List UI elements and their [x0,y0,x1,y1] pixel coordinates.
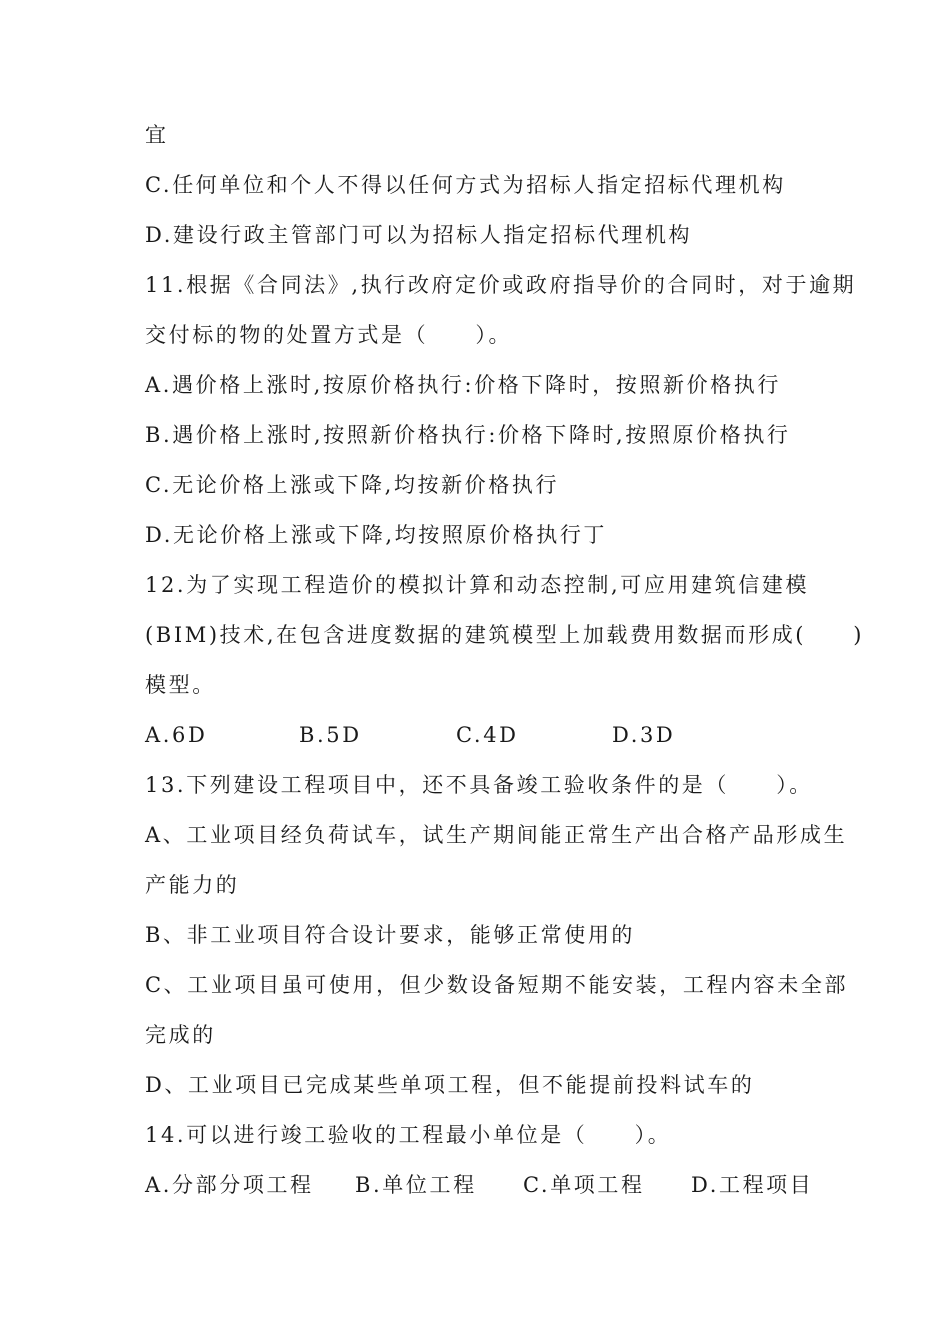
option-c: C.无论价格上涨或下降,均按新价格执行 [145,473,560,497]
question-11-text-cont: 交付标的物的处置方式是（ ）。 [145,323,513,347]
option-c: C.4D [456,723,519,747]
question-12-text: 12.为了实现工程造价的模拟计算和动态控制,可应用建筑信建模 [145,573,810,597]
option-a: A.分部分项工程 [145,1173,314,1197]
option-d: D.工程项目 [691,1173,814,1197]
option-c: C、工业项目虽可使用，但少数设备短期不能安装，工程内容未全部 [145,973,849,997]
question-14-options [145,1170,845,1200]
option-b: B.单位工程 [355,1173,477,1197]
question-12-text-end: 模型。 [145,673,216,697]
option-a: A、工业项目经负荷试车，试生产期间能正常生产出合格产品形成生 [145,823,848,847]
option-c: C.单项工程 [523,1173,645,1197]
text-line: 宜 [145,123,169,147]
question-13-text: 13.下列建设工程项目中，还不具备竣工验收条件的是（ ）。 [145,773,813,797]
option-b: B.遇价格上涨时,按照新价格执行:价格下降时,按照原价格执行 [145,423,791,447]
option-a: A.6D [145,723,208,747]
question-12-text-cont: (BIM)技术,在包含进度数据的建筑模型上加载费用数据而形成( ) [145,623,865,647]
option-d: D、工业项目已完成某些单项工程，但不能提前投料试车的 [145,1073,755,1097]
text-line: C.任何单位和个人不得以任何方式为招标人指定招标代理机构 [145,173,786,197]
option-d: D.无论价格上涨或下降,均按照原价格执行丁 [145,523,608,547]
option-b: B.5D [299,723,362,747]
option-d: D.3D [612,723,676,747]
option-a: A.遇价格上涨时,按原价格执行:价格下降时，按照新价格执行 [145,373,781,397]
question-11-text: 11.根据《合同法》,执行改府定价或政府指导价的合同时，对于逾期 [145,273,857,297]
option-a-cont: 产能力的 [145,873,240,897]
option-c-cont: 完成的 [145,1023,216,1047]
option-b: B、非工业项目符合设计要求，能够正常使用的 [145,923,636,947]
question-14-text: 14.可以进行竣工验收的工程最小单位是（ ）。 [145,1123,672,1147]
question-12-options [145,720,845,750]
text-line: D.建设行政主管部门可以为招标人指定招标代理机构 [145,223,693,247]
